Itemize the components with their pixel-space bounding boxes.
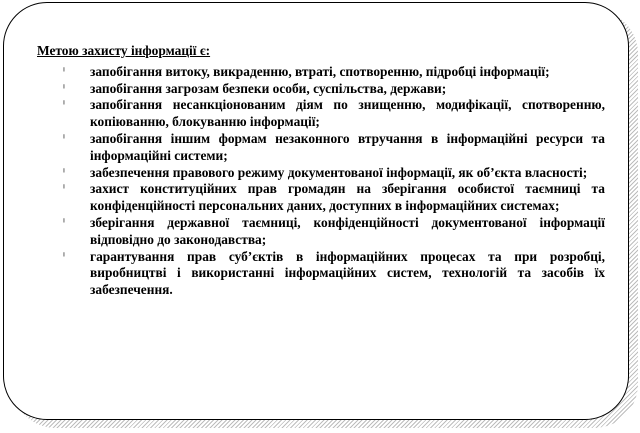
list-item <box>37 81 605 98</box>
list-item-text: запобігання загрозам безпеки особи, суспільства, держави; <box>90 80 447 96</box>
text-box <box>3 2 629 420</box>
list-item-text: запобігання несанкціонованим діям по знищенню, модифікації, спотворенню, копіюванню, блокуванню інформації; <box>90 97 605 130</box>
bullet-icon: ⁱ <box>63 131 65 145</box>
list-item <box>37 64 605 81</box>
heading: Метою захисту інформації є: <box>37 43 211 58</box>
bullet-icon: ⁱ <box>63 64 65 78</box>
list-item <box>37 215 605 249</box>
list-item-text: гарантування прав суб’єктів в інформаційних процесах та при розробці, виробництві і використанні інформаційних систем, технологій та засобів їх забезпечення. <box>90 248 605 298</box>
list-item <box>37 165 605 182</box>
bullet-icon: ⁱ <box>63 215 65 229</box>
list-item <box>37 97 605 131</box>
text-box-content <box>37 43 605 299</box>
goals-list <box>37 64 605 299</box>
bullet-icon: ⁱ <box>63 81 65 95</box>
bullet-icon: ⁱ <box>63 249 65 263</box>
bullet-icon: ⁱ <box>63 182 65 196</box>
bullet-icon: ⁱ <box>63 98 65 112</box>
list-item <box>37 131 605 165</box>
list-item-text: запобігання витоку, викраденню, втраті, спотворенню, підробці інформації; <box>90 63 550 79</box>
list-item-text: захист конституційних прав громадян на зберігання особистої таємниці та конфіденційності персональних даних, доступних в інформаційних системах; <box>90 181 605 214</box>
list-item <box>37 249 605 299</box>
list-item-text: забезпечення правового режиму документованої інформації, як об’єкта власності; <box>90 164 588 180</box>
list-item-text: запобігання іншим формам незаконного втручання в інформаційні ресурси та інформаційні системи; <box>90 130 605 163</box>
list-item-text: зберігання державної таємниці, конфіденційності документованої інформації відповідно до законодавства; <box>90 214 605 247</box>
list-item <box>37 181 605 215</box>
bullet-icon: ⁱ <box>63 165 65 179</box>
